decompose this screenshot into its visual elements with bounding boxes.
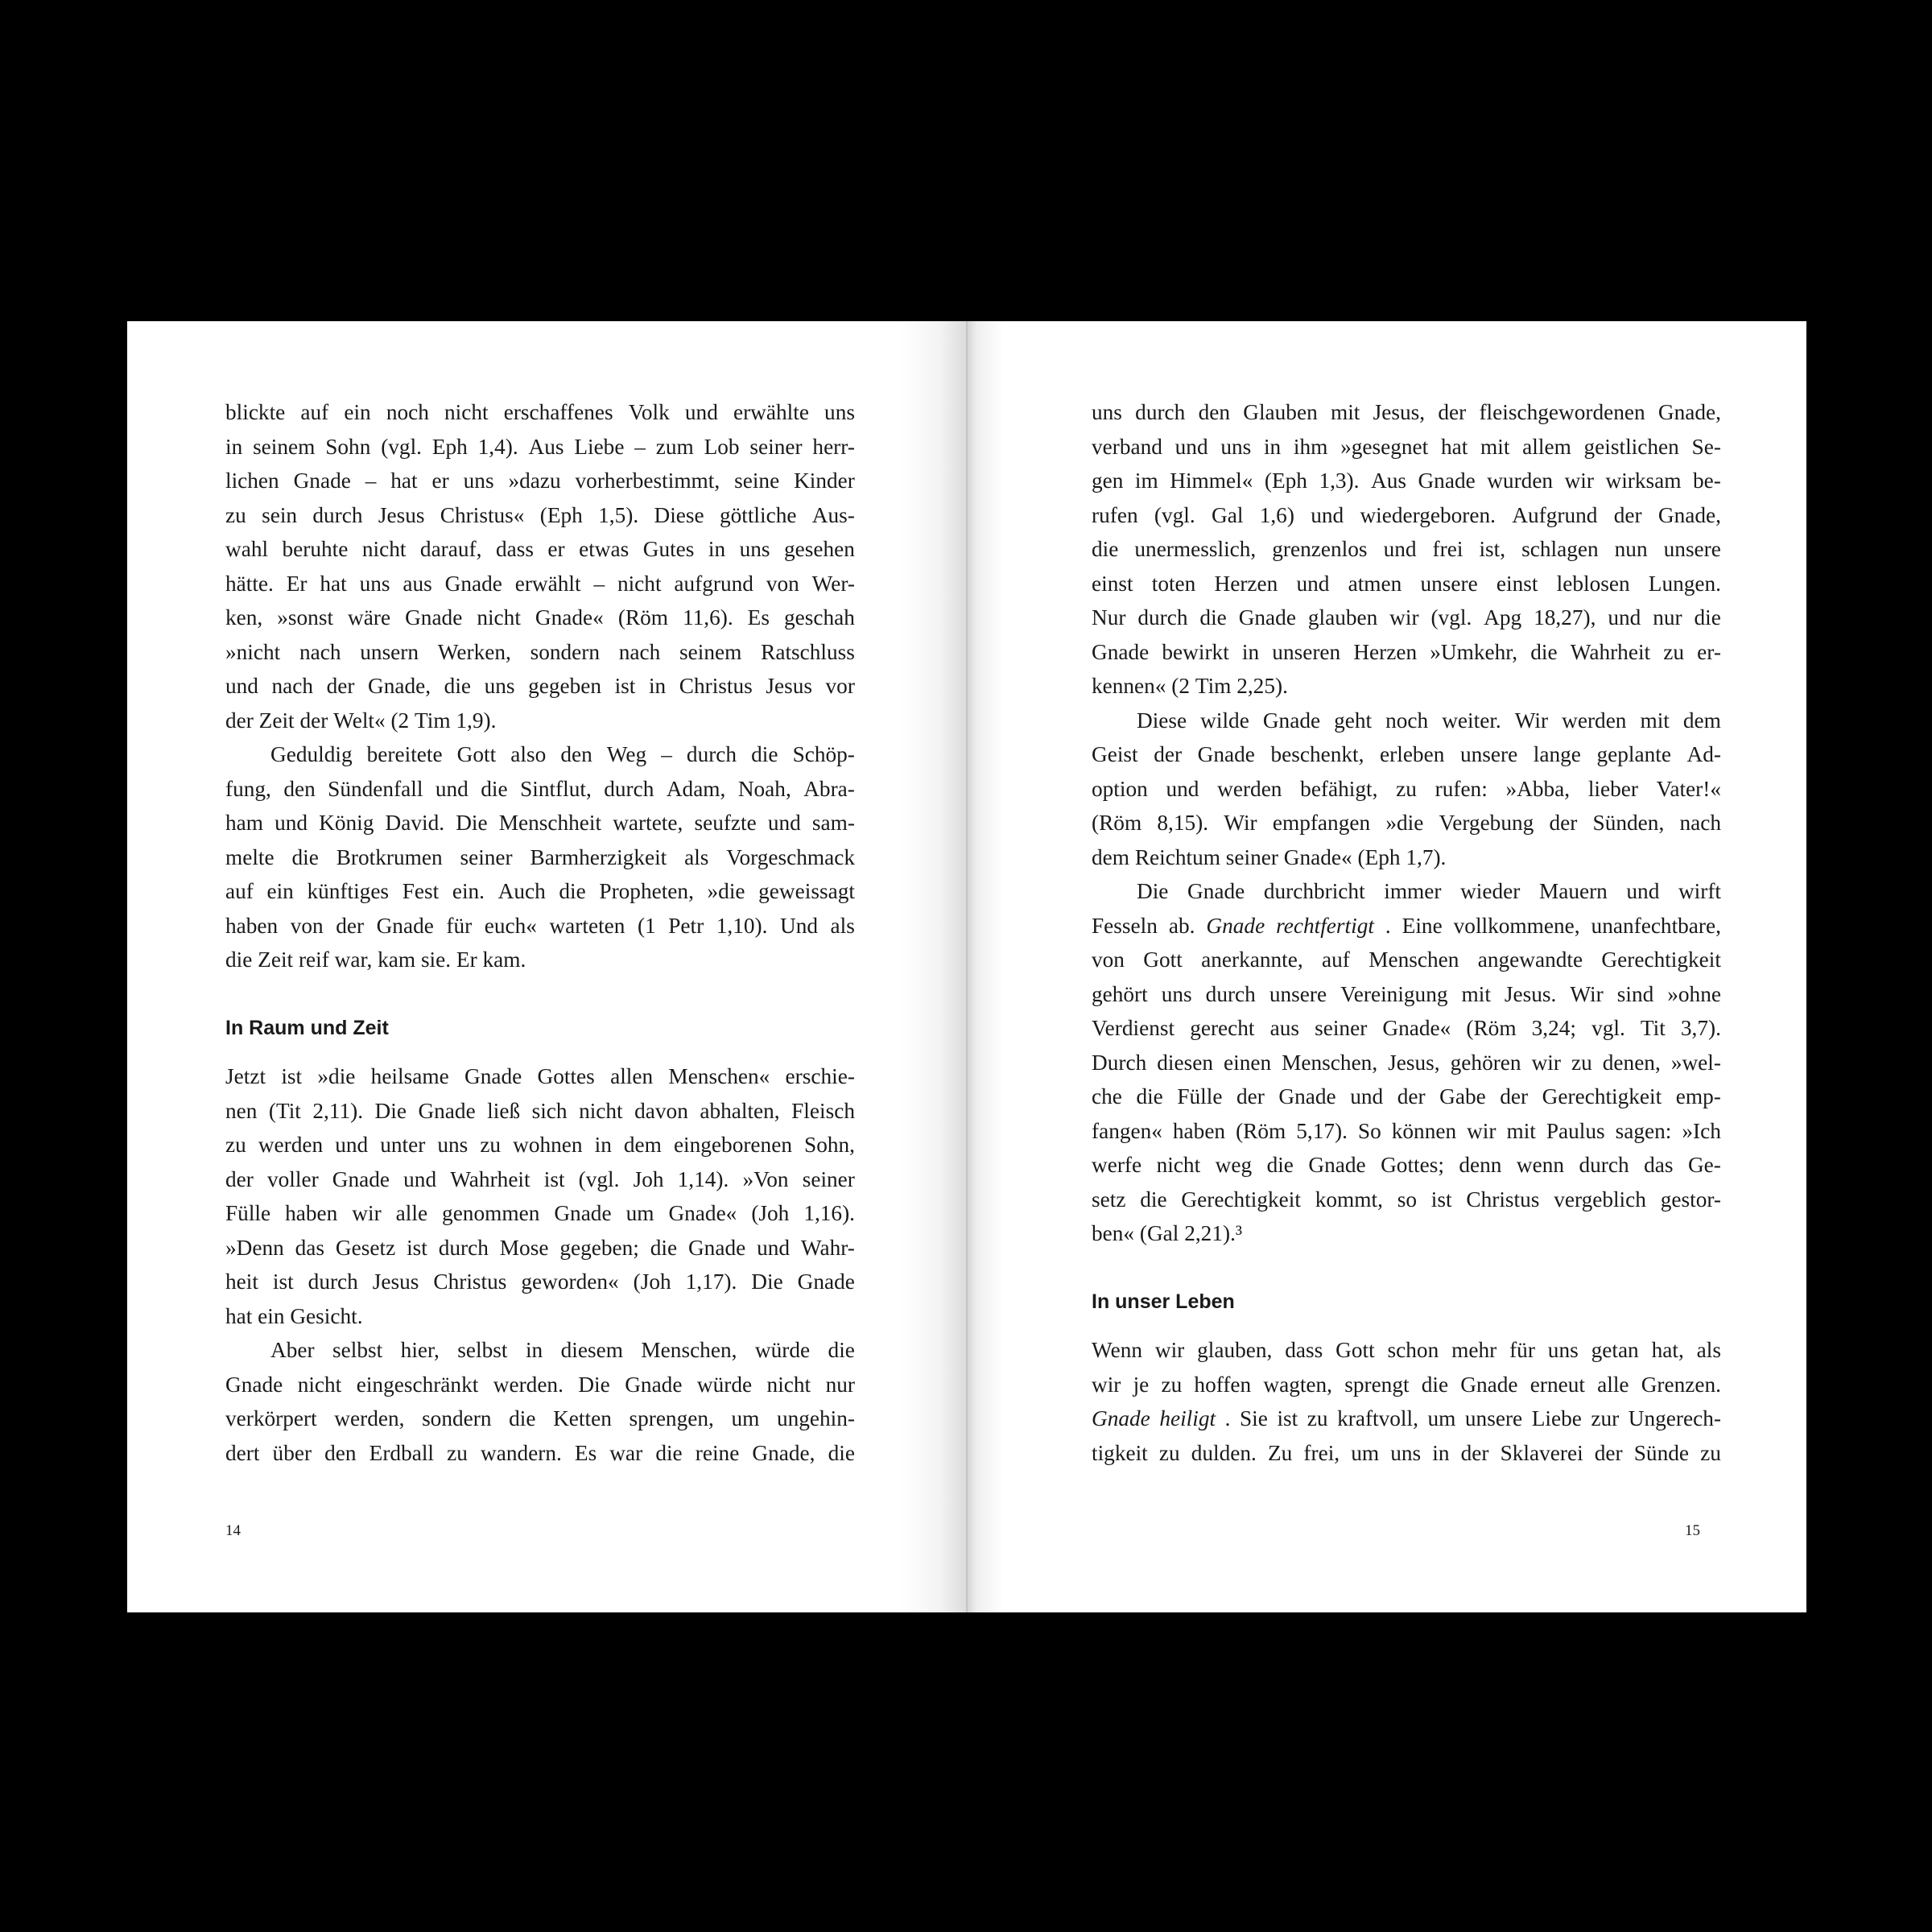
right-paragraphs-b bbox=[1092, 1333, 1721, 1470]
text-line: einst toten Herzen und atmen unsere einst leblosen Lungen. bbox=[1092, 571, 1721, 596]
text-line: nen (Tit 2,11). Die Gnade ließ sich nicht davon abhalten, Fleisch bbox=[225, 1098, 855, 1123]
text-line: von Gott anerkannte, auf Menschen angewandte Gerechtigkeit bbox=[1092, 947, 1721, 972]
text-line: Gnade nicht eingeschränkt werden. Die Gnade würde nicht nur bbox=[225, 1372, 855, 1397]
text-line: Verdienst gerecht aus seiner Gnade« (Röm 3,24; vgl. Tit 3,7). bbox=[1092, 1016, 1721, 1040]
text-line: dert über den Erdball zu wandern. Es war die reine Gnade, die bbox=[225, 1440, 855, 1465]
text-line: Jetzt ist »die heilsame Gnade Gottes allen Menschen« erschie- bbox=[225, 1064, 855, 1088]
text-line: »Denn das Gesetz ist durch Mose gegeben; die Gnade und Wahr- bbox=[225, 1235, 855, 1260]
section-heading-in-unser-leben: In unser Leben bbox=[1092, 1290, 1235, 1313]
text-line: hätte. Er hat uns aus Gnade erwählt – nicht aufgrund von Wer- bbox=[225, 571, 855, 596]
text-line: ham und König David. Die Menschheit wartete, seufzte und sam- bbox=[225, 811, 855, 835]
text-line: zu werden und unter uns zu wohnen in dem eingeborenen Sohn, bbox=[225, 1133, 855, 1157]
text-line: hat ein Gesicht. bbox=[225, 1303, 363, 1328]
book-spread bbox=[127, 321, 1806, 1612]
left-page-text bbox=[225, 395, 855, 1470]
text-line: tigkeit zu dulden. Zu frei, um uns in der Sklaverei der Sünde zu bbox=[1092, 1440, 1721, 1465]
text-line: Nur durch die Gnade glauben wir (vgl. Apg 18,27), und nur die bbox=[1092, 605, 1721, 630]
text-line: Geduldig bereitete Gott also den Weg – durch die Schöp- bbox=[270, 742, 855, 766]
text-line: zu sein durch Jesus Christus« (Eph 1,5). Diese göttliche Aus- bbox=[225, 502, 855, 527]
text-line: Aber selbst hier, selbst in diesem Menschen, würde die bbox=[270, 1338, 855, 1362]
text-line: Geist der Gnade beschenkt, erleben unsere lange geplante Ad- bbox=[1092, 742, 1721, 766]
left-paragraphs-b bbox=[225, 1059, 855, 1470]
text-line: und nach der Gnade, die uns gegeben ist in Christus Jesus vor bbox=[225, 674, 855, 698]
text-line: ben« (Gal 2,21).³ bbox=[1092, 1221, 1243, 1245]
text-line: che die Fülle der Gnade und der Gabe der Gerechtigkeit emp- bbox=[1092, 1084, 1721, 1108]
page-number-left: 14 bbox=[225, 1522, 241, 1539]
text-line: kennen« (2 Tim 2,25). bbox=[1092, 674, 1288, 698]
text-line: fangen« haben (Röm 5,17). So können wir mit Paulus sagen: »Ich bbox=[1092, 1118, 1721, 1143]
text-line: verkörpert werden, sondern die Ketten sprengen, um ungehin- bbox=[225, 1406, 855, 1430]
text-line: gehört uns durch unsere Vereinigung mit Jesus. Wir sind »ohne bbox=[1092, 981, 1721, 1006]
text-line: verband und uns in ihm »gesegnet hat mit allem geistlichen Se- bbox=[1092, 434, 1721, 459]
text-line: setz die Gerechtigkeit kommt, so ist Christus vergeblich gestor- bbox=[1092, 1187, 1721, 1212]
text-line: Die Gnade durchbricht immer wieder Mauern und wirft bbox=[1137, 879, 1721, 903]
text-line: die Zeit reif war, kam sie. Er kam. bbox=[225, 947, 526, 972]
text-line: fung, den Sündenfall und die Sintflut, durch Adam, Noah, Abra- bbox=[225, 776, 855, 801]
text-line: gen im Himmel« (Eph 1,3). Aus Gnade wurden wir wirksam be- bbox=[1092, 469, 1721, 493]
text-line: rufen (vgl. Gal 1,6) und wiedergeboren. Aufgrund der Gnade, bbox=[1092, 502, 1721, 527]
text-line: ken, »sonst wäre Gnade nicht Gnade« (Röm 11,6). Es geschah bbox=[225, 605, 855, 630]
text-line: uns durch den Glauben mit Jesus, der fleischgewordenen Gnade, bbox=[1092, 400, 1721, 424]
text-line: dem Reichtum seiner Gnade« (Eph 1,7). bbox=[1092, 844, 1447, 869]
text-line: option und werden befähigt, zu rufen: »Abba, lieber Vater!« bbox=[1092, 776, 1721, 801]
text-line: die unermesslich, grenzenlos und frei ist, schlagen nun unsere bbox=[1092, 537, 1721, 561]
text-line: melte die Brotkrumen seiner Barmherzigkeit als Vorgeschmack bbox=[225, 844, 855, 869]
page-number-right: 15 bbox=[1685, 1522, 1700, 1539]
section-heading-raum-und-zeit: In Raum und Zeit bbox=[225, 1016, 389, 1039]
text-line: blickte auf ein noch nicht erschaffenes Volk und erwählte uns bbox=[225, 400, 855, 424]
text-line: Gnade heiligt . Sie ist zu kraftvoll, um unsere Liebe zur Ungerech- bbox=[1092, 1406, 1721, 1430]
text-line: werfe nicht weg die Gnade Gottes; denn wenn durch das Ge- bbox=[1092, 1153, 1721, 1177]
left-paragraphs-a bbox=[225, 395, 855, 977]
right-paragraphs-a bbox=[1092, 395, 1721, 1251]
right-page-text bbox=[1092, 395, 1721, 1470]
text-line: in seinem Sohn (vgl. Eph 1,4). Aus Liebe – zum Lob seiner herr- bbox=[225, 434, 855, 459]
text-line: Fesseln ab. Gnade rechtfertigt . Eine vollkommene, unanfechtbare, bbox=[1092, 913, 1721, 938]
text-line: lichen Gnade – hat er uns »dazu vorherbestimmt, seine Kinder bbox=[225, 469, 855, 493]
text-line: wahl beruhte nicht darauf, dass er etwas Gutes in uns gesehen bbox=[225, 537, 855, 561]
text-line: Diese wilde Gnade geht noch weiter. Wir werden mit dem bbox=[1137, 708, 1721, 733]
left-page bbox=[127, 321, 966, 1612]
text-line: haben von der Gnade für euch« warteten (1 Petr 1,10). Und als bbox=[225, 913, 855, 938]
text-line: Gnade bewirkt in unseren Herzen »Umkehr, die Wahrheit zu er- bbox=[1092, 639, 1721, 664]
text-line: der voller Gnade und Wahrheit ist (vgl. Joh 1,14). »Von seiner bbox=[225, 1166, 855, 1191]
text-line: der Zeit der Welt« (2 Tim 1,9). bbox=[225, 708, 497, 733]
text-line: »nicht nach unsern Werken, sondern nach seinem Ratschluss bbox=[225, 639, 855, 664]
text-line: (Röm 8,15). Wir empfangen »die Vergebung der Sünden, nach bbox=[1092, 811, 1721, 835]
text-line: wir je zu hoffen wagten, sprengt die Gnade erneut alle Grenzen. bbox=[1092, 1372, 1721, 1397]
text-line: auf ein künftiges Fest ein. Auch die Propheten, »die geweissagt bbox=[225, 879, 855, 903]
text-line: heit ist durch Jesus Christus geworden« (Joh 1,17). Die Gnade bbox=[225, 1269, 855, 1294]
text-line: Wenn wir glauben, dass Gott schon mehr für uns getan hat, als bbox=[1092, 1338, 1721, 1362]
right-page bbox=[968, 321, 1806, 1612]
text-line: Fülle haben wir alle genommen Gnade um Gnade« (Joh 1,16). bbox=[225, 1201, 855, 1225]
text-line: Durch diesen einen Menschen, Jesus, gehören wir zu denen, »wel- bbox=[1092, 1050, 1721, 1075]
